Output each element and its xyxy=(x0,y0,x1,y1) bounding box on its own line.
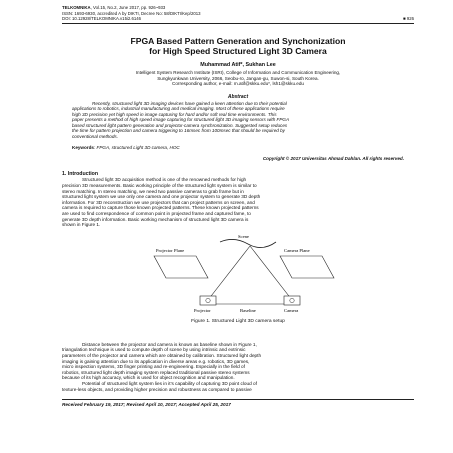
introduction-paragraph: Structured light 3D acquisition method is one of the renowned methods for high precision 3D measurements. Basic working principle of the structured light system is similar to stereo matching. In stereo matching, we need two passive cameras to grab frame but in structured light system we use only one camera and one projector system to generate 3D depth information. For 3D reconstruction we use projectors that can project patterns on screen, and camera is required to capture those known projected patterns. These known projected patterns are used to find correspondence of common point in projected frame and captured fame, to generate 3D depth information. Basic working mechanism of structured light 3D camera is shown in Figure 1. xyxy=(62,177,261,228)
projector-plane xyxy=(154,256,208,278)
abstract-body: Recently, structured light 3D imaging devices have gained a keen attention due to their potential applications to robotics, industrial manufacturing and medical imaging. Most of these applications require high 3D precision yet high speed in image capturing for hard and/or soft real time environments. This paper presents a method of high speed image capturing for structured light 3D imaging sensors with FPGA based structured light pattern generation and projector-camera synchronization. Suggested setup reduces the time for pattern projection and camera triggering to 16msec from 100msec that should be required by conventional methods. xyxy=(72,100,290,139)
paper-title: FPGA Based Pattern Generation and Synchonization for High Speed Structured Light 3D Camera xyxy=(130,35,346,56)
journal-volume: , Vol.15, No.2, June 2017, pp. 926~933 xyxy=(90,5,166,10)
figure-1-caption: Figure 1. Structured Light 3D camera setup xyxy=(191,318,285,324)
camera-ray xyxy=(250,246,292,300)
journal-doi: DOI: 10.12928/TELKOMNIKA.v15i2.6146 xyxy=(62,16,142,22)
figure-1 xyxy=(62,232,414,316)
section-heading-introduction: 1. Introduction xyxy=(62,171,99,178)
projector-body xyxy=(200,296,216,305)
camera-plane xyxy=(280,256,334,278)
journal-header xyxy=(62,5,414,22)
camera-label: Camera xyxy=(284,307,299,313)
copyright-notice: Copyright © 2017 Universitas Ahmad Dahlan. All rights reserved. xyxy=(262,156,404,162)
projector-label: Projector xyxy=(194,307,211,313)
footer-divider xyxy=(62,399,414,400)
keywords: Keywords: FPGA, structured Light 3D camera, HOC xyxy=(72,145,180,151)
received-dates: Received February 19, 2017; Revised April 10, 2017; Accepted April 25, 2017 xyxy=(62,402,231,408)
journal-issn: ISSN: 1693-6930, accredited A by DIKTI, Decree No: 58/DIKTI/Kep/2013 xyxy=(62,10,201,16)
paper-page xyxy=(62,5,414,449)
structured-light-diagram xyxy=(138,232,338,316)
affiliation: Intelligent System Research Institute (ISRI), College of Information and Communication Engineering, Sungkyunkwan University, 2066, Seobu-ro, Jangan-gu, Suwon-si, South Korea. Corresponding author, e-mail: m.atif@skku.edu*, lsh1@skku.edu xyxy=(135,70,341,87)
author-list: Muhammad Atif*, Sukhan Lee xyxy=(200,62,276,69)
scene-surface xyxy=(220,239,276,247)
baseline-label: Baseline xyxy=(240,307,256,313)
introduction-paragraph-continued: Distance between the projector and camera is known as baseline shown in Figure 1, triangulation technique is used to compute depth of scene by using intrinsic and extrinsic parameters of the projector and camera which are obtained by calibration. Structured light depth imaging is gaining attention due to its application in diverse areas e.g. robotics, 3D games, micro inspection systems, 3D finger printing and re-engineering. Especially in the field of robotics, structured light depth imaging system replaced traditional passive stereo systems because of its high accuracy, which is used for object recognition and manipulation. Potential of structured light system lies in it's capability of capturing 3D point cloud of texture-less objects, and providing higher precision and robustness as compared to passive xyxy=(62,341,262,392)
camera-body xyxy=(284,296,300,305)
header-divider xyxy=(62,23,414,24)
abstract-heading: Abstract xyxy=(227,93,249,100)
camera-plane-label: Camera Plane xyxy=(284,247,310,253)
journal-name: TELKOMNIKA xyxy=(62,5,91,10)
projector-ray xyxy=(208,246,250,300)
scene-label: Scene xyxy=(238,233,249,239)
projector-plane-label: Projector Plane xyxy=(156,247,185,253)
page-number: ■ 926 xyxy=(403,16,414,22)
